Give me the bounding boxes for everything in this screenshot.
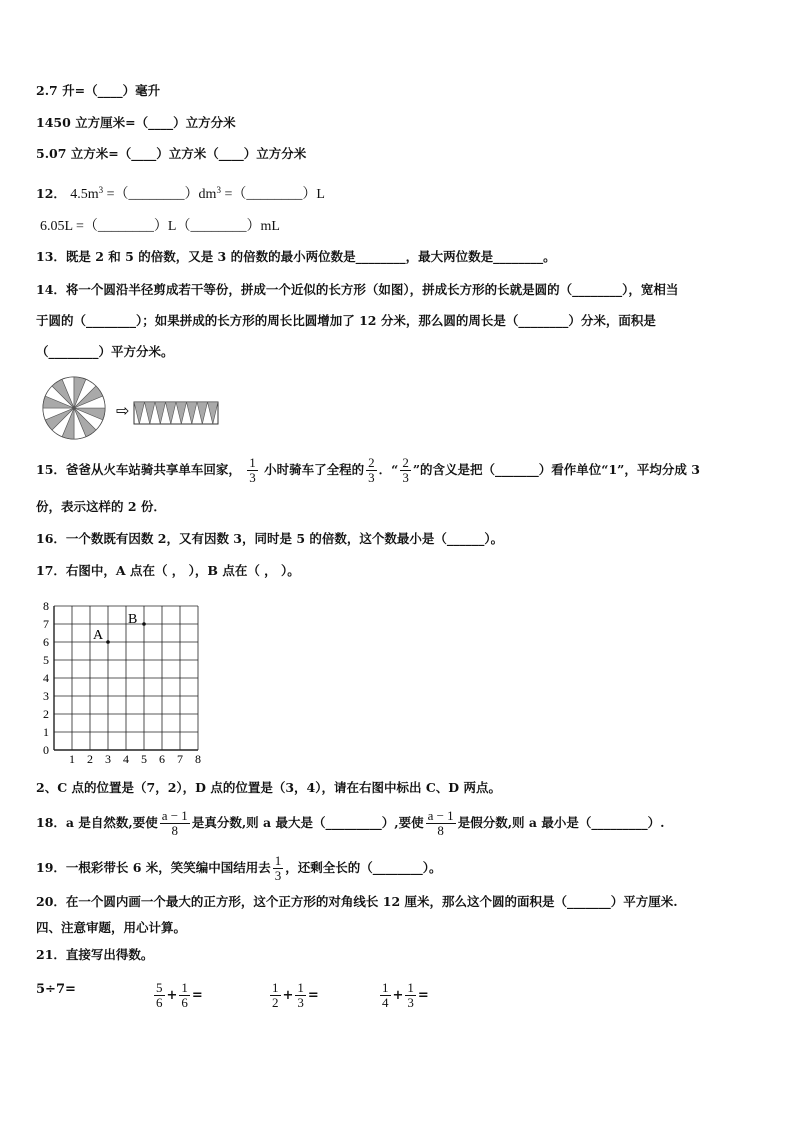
- fraction-denominator: 3: [368, 470, 375, 485]
- question-14-line-1: 14．将一个圆沿半径剪成若干等份，拼成一个近似的长方形（如图），拼成长方形的长就是圆的（________），宽相当: [36, 282, 679, 297]
- y-axis-label: 1: [43, 725, 49, 739]
- fraction-one-third: [405, 981, 416, 1010]
- fraction-one-half: [270, 981, 281, 1010]
- question-15: [36, 456, 700, 485]
- calc-item-1: 5÷7=: [36, 982, 76, 997]
- question-15-a: 15．爸爸从火车站骑共享单车回家，: [36, 462, 241, 477]
- y-axis-label: 3: [43, 689, 49, 703]
- plus-sign: +: [166, 988, 178, 1003]
- fraction-numerator: 2: [368, 455, 375, 470]
- fraction-numerator: 1: [297, 980, 304, 995]
- fraction-numerator: 5: [156, 980, 163, 995]
- question-12-a: 4.5m: [70, 187, 99, 203]
- x-axis-label: 8: [195, 752, 201, 766]
- question-15-c: ．“: [378, 462, 399, 477]
- fraction-five-sixths: [154, 981, 165, 1010]
- question-19: [36, 854, 442, 883]
- question-12-number: 12．: [36, 186, 66, 202]
- x-axis-label: 7: [177, 752, 183, 766]
- question-12-c: =（________）L: [220, 187, 325, 203]
- question-19-a: 19．一根彩带长 6 米，笑笑编中国结用去: [36, 860, 271, 875]
- sup-3: 3: [98, 185, 104, 195]
- equals-sign: =: [191, 988, 203, 1003]
- question-15-d: ”的含义是把（_______）看作单位“1”，平均分成 3: [412, 462, 700, 477]
- plus-sign: +: [392, 988, 404, 1003]
- circle-to-rectangle-figure: [40, 374, 240, 444]
- fraction-denominator: 3: [297, 995, 304, 1010]
- y-axis-label: 4: [43, 671, 49, 685]
- section-4-heading: 四、注意审题，用心计算。: [36, 920, 187, 935]
- x-axis-label: 3: [105, 752, 111, 766]
- fraction-one-fourth: [380, 981, 391, 1010]
- fraction-one-third: [247, 456, 258, 485]
- y-axis-label: 5: [43, 653, 49, 667]
- x-axis-label: 4: [123, 752, 129, 766]
- fraction-one-sixth: [179, 981, 190, 1010]
- fraction-numerator: 1: [272, 980, 279, 995]
- line-2-7-liter: 2.7 升=（____）毫升: [36, 83, 161, 98]
- y-axis-label: 2: [43, 707, 49, 721]
- equals-sign: =: [307, 988, 319, 1003]
- arrow-icon: ⇨: [116, 403, 130, 420]
- fraction-denominator: 4: [382, 995, 389, 1010]
- fraction-denominator: 3: [249, 470, 256, 485]
- fraction-denominator: 8: [437, 823, 444, 838]
- fraction-numerator: a − 1: [427, 808, 454, 823]
- calc-item-3: [268, 981, 319, 1010]
- x-axis-label: 1: [69, 752, 75, 766]
- cut-circle: [43, 377, 105, 439]
- calc-item-4: [378, 981, 429, 1010]
- y-axis-label: 8: [43, 599, 49, 613]
- fraction-denominator: 6: [181, 995, 188, 1010]
- fraction-denominator: 6: [156, 995, 163, 1010]
- question-21: 21．直接写出得数。: [36, 947, 154, 962]
- fraction-numerator: 1: [274, 853, 282, 868]
- point-b: [142, 622, 146, 626]
- point-a: [106, 640, 110, 644]
- question-12-b: =（________）dm: [103, 187, 217, 203]
- y-axis-label: 0: [43, 743, 49, 757]
- question-16: 16．一个数既有因数 2，又有因数 3，同时是 5 的倍数，这个数最小是（______）。: [36, 531, 504, 546]
- question-18-a: 18．a 是自然数,要使: [36, 815, 158, 830]
- fraction-numerator: 2: [402, 455, 409, 470]
- fraction-one-third: [295, 981, 306, 1010]
- plus-sign: +: [282, 988, 294, 1003]
- fraction-denominator: 8: [171, 823, 178, 838]
- question-12: [36, 181, 325, 204]
- question-15-b: 小时骑车了全程的: [264, 462, 365, 477]
- question-14-line-2: 于圆的（________）；如果拼成的长方形的周长比圆增加了 12 分米，那么圆的周长是（________）分米，面积是: [36, 313, 656, 328]
- fraction-a-minus-1-over-8: [160, 809, 190, 838]
- approx-rectangle: [134, 402, 218, 424]
- fraction-one-third: [273, 854, 284, 883]
- fraction-denominator: 3: [407, 995, 414, 1010]
- fraction-numerator: a − 1: [161, 808, 188, 823]
- fraction-denominator: 2: [272, 995, 279, 1010]
- y-axis-label: 6: [43, 635, 49, 649]
- fraction-numerator: 1: [407, 980, 414, 995]
- question-17-part-2: 2、C 点的位置是（7，2），D 点的位置是（3，4），请在右图中标出 C、D 两点。: [36, 780, 501, 795]
- calc-item-2: [152, 981, 203, 1010]
- question-18: [36, 809, 664, 838]
- fraction-a-minus-1-over-8: [426, 809, 456, 838]
- point-b-label: B: [128, 612, 138, 627]
- equals-sign: =: [417, 988, 429, 1003]
- question-20: 20．在一个圆内画一个最大的正方形，这个正方形的对角线长 12 厘米，那么这个圆的面积是（_______）平方厘米.: [36, 894, 678, 909]
- question-12-line-2: 6.05L =（________）L（________）mL: [40, 219, 280, 234]
- fraction-denominator: 3: [274, 868, 282, 883]
- fraction-two-thirds: [366, 456, 377, 485]
- question-15-line-2: 份，表示这样的 2 份．: [36, 499, 166, 514]
- x-axis-label: 6: [159, 752, 165, 766]
- line-1450-cm3: 1450 立方厘米=（____）立方分米: [36, 115, 236, 130]
- x-axis-label: 5: [141, 752, 147, 766]
- fraction-numerator: 1: [181, 980, 188, 995]
- coordinate-grid: [36, 590, 216, 766]
- y-axis-label: 7: [43, 617, 49, 631]
- question-19-b: ，还剩全长的（________）。: [285, 860, 442, 875]
- fraction-numerator: 1: [382, 980, 389, 995]
- point-a-label: A: [93, 628, 104, 643]
- fraction-two-thirds: [400, 456, 411, 485]
- question-17: 17．右图中，A 点在（ ， ），B 点在（ ， ）。: [36, 563, 300, 578]
- fraction-numerator: 1: [249, 455, 256, 470]
- question-14-line-3: （________）平方分米。: [36, 344, 174, 359]
- line-5-07-m3: 5.07 立方米=（____）立方米（____）立方分米: [36, 146, 307, 161]
- question-18-b: 是真分数,则 a 最大是（_________）,要使: [191, 815, 424, 830]
- sup-3: 3: [216, 185, 221, 195]
- question-18-c: 是假分数,则 a 最小是（_________）.: [457, 815, 665, 830]
- question-13: 13．既是 2 和 5 的倍数，又是 3 的倍数的最小两位数是________，最大两位数是________。: [36, 249, 556, 264]
- fraction-denominator: 3: [402, 470, 409, 485]
- x-axis-label: 2: [87, 752, 93, 766]
